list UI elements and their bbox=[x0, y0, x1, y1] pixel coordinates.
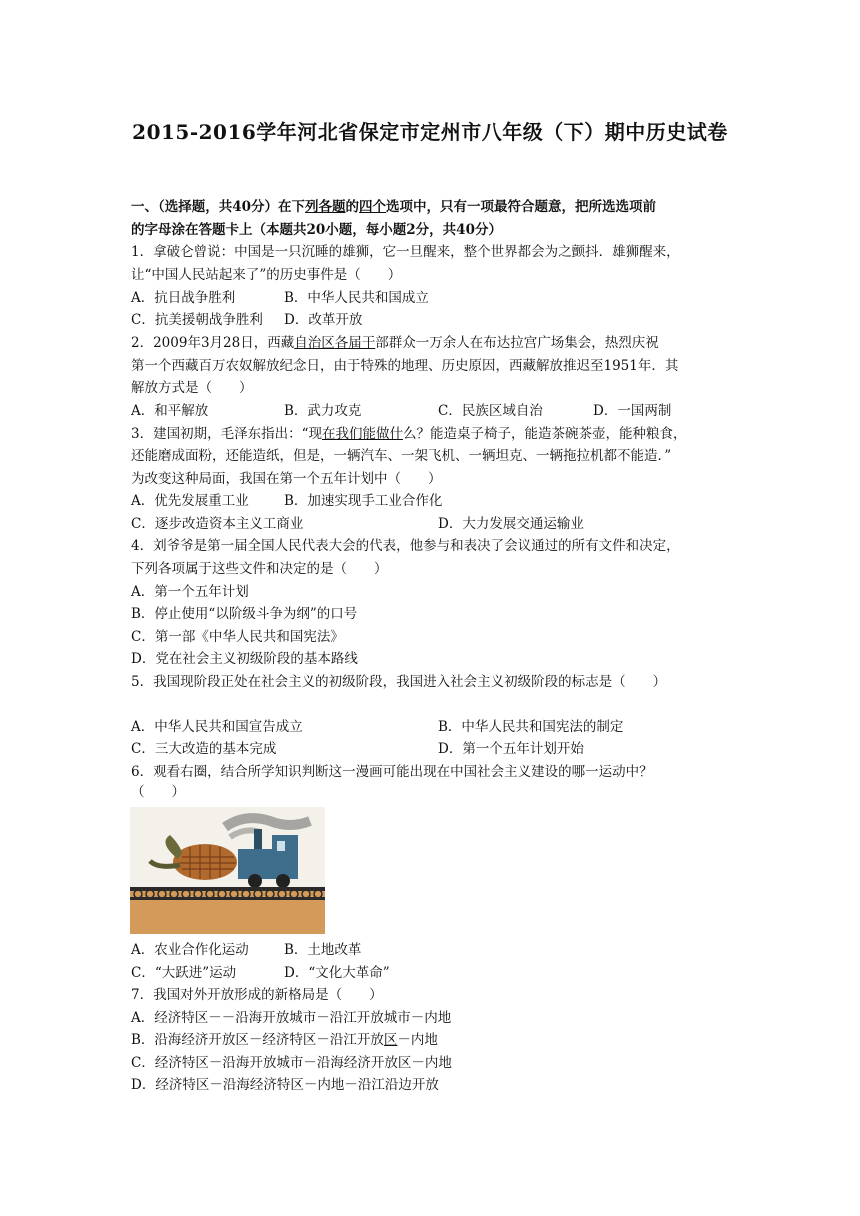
option-5a: A．中华人民共和国宣告成立 bbox=[131, 719, 303, 735]
section-header-underlined: 四个 bbox=[359, 199, 387, 215]
smokestack bbox=[254, 829, 262, 849]
question-4-stem: 下列各项属于这些文件和决定的是（ ） bbox=[131, 561, 388, 577]
section-header bbox=[131, 198, 656, 216]
question-3-stem: 还能磨成面粉，还能造纸，但是，一辆汽车、一架飞机、一辆坦克、一辆拖拉机都不能造．” bbox=[131, 448, 672, 464]
ground bbox=[130, 887, 325, 934]
question-6-stem: （ ） bbox=[131, 784, 185, 800]
question-3-stem: 为改变这种局面，我国在第一个五年计划中（ ） bbox=[131, 471, 442, 487]
option-1b: B．中华人民共和国成立 bbox=[284, 290, 429, 306]
option-1d: D．改革开放 bbox=[284, 312, 363, 328]
question-7-stem: 7．我国对外开放形成的新格局是（ ） bbox=[131, 987, 383, 1003]
option-4a: A．第一个五年计划 bbox=[131, 584, 249, 600]
option-1c: C．抗美援朝战争胜利 bbox=[131, 312, 263, 328]
section-header-line2: 的字母涂在答题卡上（本题共20小题，每小题2分，共40分） bbox=[131, 222, 502, 238]
q7b-underlined: 区 bbox=[383, 1032, 398, 1048]
option-3c: C．逐步改造资本主义工商业 bbox=[131, 516, 304, 532]
q3-underlined: 在我们能做什 bbox=[322, 426, 403, 442]
question-5-stem: 5．我国现阶段正处在社会主义的初级阶段，我国进入社会主义初级阶段的标志是（ ） bbox=[131, 674, 667, 690]
section-header-underlined: 列各题 bbox=[305, 199, 346, 215]
question-6-stem: 6．观看右圈，结合所学知识判断这一漫画可能出现在中国社会主义建设的哪一运动中？ bbox=[131, 764, 653, 780]
q3-text: 3．建国初期，毛泽东指出：“现 bbox=[131, 426, 322, 442]
q2-underlined: 各届干 bbox=[334, 335, 376, 351]
option-6b: B．土地改革 bbox=[284, 942, 362, 958]
section-header-text: 选项中，只有一项最符合题意，把所选选项前 bbox=[386, 199, 657, 215]
option-2b: B．武力攻克 bbox=[284, 403, 362, 419]
option-6d: D．“文化大革命” bbox=[284, 965, 390, 981]
section-header-text: 的 bbox=[345, 199, 360, 215]
q7b-text: －内地 bbox=[397, 1032, 438, 1048]
option-3d: D．大力发展交通运输业 bbox=[438, 516, 584, 532]
q2-underlined: 自治区 bbox=[294, 335, 335, 351]
option-6c: C．“大跃进”运动 bbox=[131, 965, 237, 981]
question-3-stem bbox=[131, 425, 687, 443]
option-2c: C．民族区域自治 bbox=[438, 403, 543, 419]
option-7d: D．经济特区－沿海经济特区－内地－沿江沿边开放 bbox=[131, 1077, 439, 1093]
option-4d: D．党在社会主义初级阶段的基本路线 bbox=[131, 651, 358, 667]
option-4c: C．第一部《中华人民共和国宪法》 bbox=[131, 629, 344, 645]
section-header-text: 一、（选择题，共40分）在下 bbox=[131, 199, 306, 215]
question-2-stem bbox=[131, 334, 659, 352]
question-1-stem: 1．拿破仑曾说：中国是一只沉睡的雄狮，它一旦醒来，整个世界都会为之颤抖．雄狮醒来， bbox=[131, 244, 680, 260]
option-3b: B．加速实现手工业合作化 bbox=[284, 493, 443, 509]
q2-text: 部群众一万余人在布达拉宫广场集会，热烈庆祝 bbox=[375, 335, 659, 351]
question-1-stem: 让“中国人民站起来了”的历史事件是（ ） bbox=[131, 267, 402, 283]
q2-text: 2．2009年3月28日，西藏 bbox=[131, 335, 295, 351]
option-1a: A．抗日战争胜利 bbox=[131, 290, 236, 306]
q3-text: 么？能造桌子椅子，能造茶碗茶壶，能种粮食， bbox=[403, 426, 687, 442]
q7b-text: B．沿海经济开放区－经济特区－沿江开放 bbox=[131, 1032, 384, 1048]
option-5c: C．三大改造的基本完成 bbox=[131, 741, 277, 757]
option-4b: B．停止使用“以阶级斗争为纲”的口号 bbox=[131, 606, 358, 622]
option-7a: A．经济特区－－沿海开放城市－沿江开放城市－内地 bbox=[131, 1010, 452, 1026]
option-7b bbox=[131, 1031, 438, 1049]
corn-cob bbox=[173, 844, 237, 880]
cartoon-image-train bbox=[130, 807, 325, 934]
question-4-stem: 4．刘爷爷是第一届全国人民代表大会的代表，他参与和表决了会议通过的所有文件和决定， bbox=[131, 538, 680, 554]
option-6a: A．农业合作化运动 bbox=[131, 942, 249, 958]
train-cartoon-illustration bbox=[130, 807, 325, 934]
question-2-stem: 解放方式是（ ） bbox=[131, 380, 253, 396]
option-2d: D．一国两制 bbox=[593, 403, 672, 419]
question-2-stem: 第一个西藏百万农奴解放纪念日，由于特殊的地理、历史原因，西藏解放推迟至1951年．其 bbox=[131, 358, 679, 374]
option-5d: D．第一个五年计划开始 bbox=[438, 741, 584, 757]
option-5b: B．中华人民共和国宪法的制定 bbox=[438, 719, 624, 735]
option-7c: C．经济特区－沿海开放城市－沿海经济开放区－内地 bbox=[131, 1055, 452, 1071]
option-3a: A．优先发展重工业 bbox=[131, 493, 249, 509]
option-2a: A．和平解放 bbox=[131, 403, 209, 419]
page-title: 2015-2016学年河北省保定市定州市八年级（下）期中历史试卷 bbox=[132, 120, 728, 144]
